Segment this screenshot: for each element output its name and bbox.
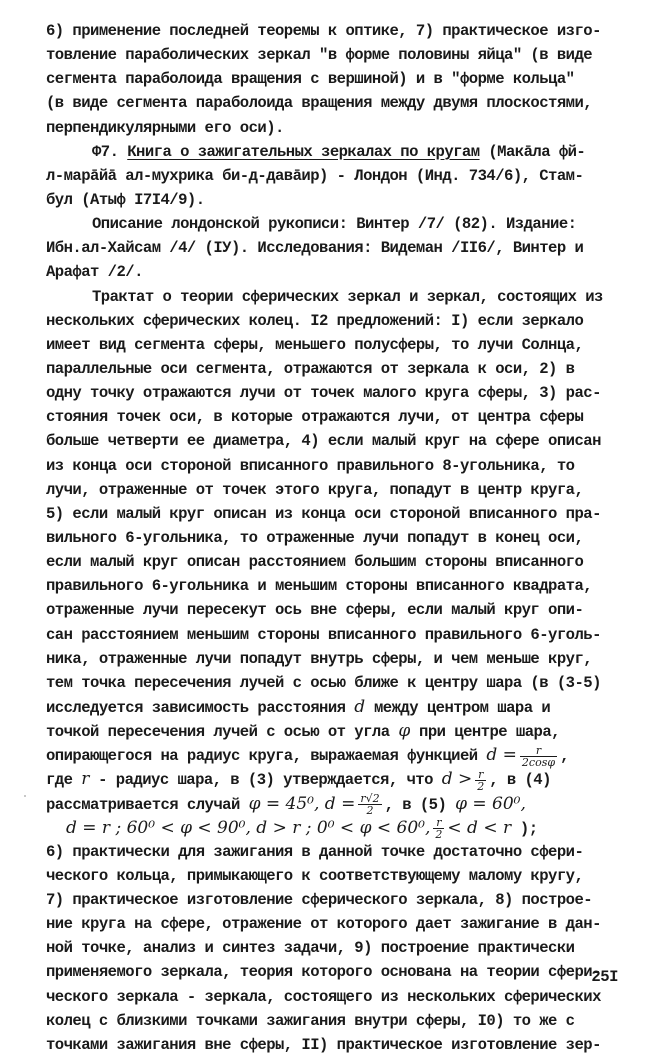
text-line: л-марāйā ал-мухрика би-д-давāир) - Лондон (Инд. 734/6), Стам-	[46, 166, 584, 185]
text-fragment: рассматривается случай	[46, 795, 249, 814]
fraction-numerator: r	[433, 817, 444, 829]
text-line: ника, отраженные лучи попадут внутрь сферы, и чем меньше круг,	[46, 649, 593, 668]
text-line: бул (Атыф I7I4/9).	[46, 190, 205, 209]
text-fragment: опирающегося на радиус круга, выражаемая функцией	[46, 747, 487, 766]
text-line: имеет вид сегмента сферы, меньшего полусферы, то лучи Солнца,	[46, 335, 584, 354]
text-line: 6) практически для зажигания в данной точке достаточно сфери-	[46, 842, 584, 861]
page-number: 25I	[591, 968, 618, 986]
fraction-denominator: 2	[435, 828, 443, 842]
text-line: ние круга на сфере, отражение от которого дает зажигание в дан-	[46, 915, 601, 934]
fraction-denominator: 2cosφ	[521, 755, 556, 769]
text-line: ной точке, анализ и синтез задачи, 9) построение практически	[46, 939, 575, 958]
text-line: 6) применение последней теоремы к оптике, 7) практическое изго-	[46, 22, 601, 40]
text-line: 7) практическое изготовление сферического зеркала, 8) построе-	[46, 891, 593, 910]
fraction-denominator: 2	[477, 779, 485, 793]
text-fragment: , в (5)	[384, 795, 456, 814]
fraction-numerator: r	[520, 745, 557, 757]
section-title-transliteration: (Макāла фй-	[479, 142, 586, 161]
text-line: Трактат о теории сферических зеркал и зеркал, состоящих из	[92, 287, 603, 306]
formula: < d < r	[447, 817, 512, 838]
text-line: ческого кольца, примыкающего к соответствующему малому кругу,	[46, 866, 584, 885]
symbol-d: d	[354, 696, 366, 717]
text-line: отраженные лучи пересекут ось вне сферы, если малый круг опи-	[46, 601, 584, 620]
fraction-denominator: 2	[366, 803, 374, 817]
text-line: стояния точек оси, в которые отражаются лучи, от центра сферы	[46, 408, 584, 427]
scan-speck	[24, 795, 26, 797]
formula-lhs: d >	[441, 769, 473, 790]
fraction-numerator: r	[475, 769, 486, 781]
text-line: Ибн.ал-Хайсам /4/ (IУ). Исследования: Видеман /II6/, Винтер и	[46, 239, 584, 258]
formula-line	[46, 792, 618, 816]
text-fragment: где	[46, 771, 82, 790]
formula-line	[46, 743, 618, 767]
formula: φ = 45⁰, d =	[248, 793, 356, 814]
body-text	[46, 19, 618, 1057]
formula: φ = 60⁰,	[455, 793, 526, 814]
section-heading-line	[46, 140, 618, 164]
text-line: параллельные оси сегмента, отражаются от зеркала к оси, 2) в	[46, 359, 575, 378]
fraction-numerator: r√2	[360, 791, 380, 805]
text-line: из конца оси стороной вписанного правильного 8-угольника, то	[46, 456, 575, 475]
text-line: ческого зеркала - зеркала, состоящего из нескольких сферических	[46, 987, 601, 1006]
formula: d = r ; 60⁰ < φ < 90⁰, d > r ; 0⁰ < φ < 60⁰,	[66, 817, 431, 838]
text-line: правильного 6-угольника и меньшим стороны вписанного квадрата,	[46, 577, 593, 596]
text-fragment: );	[511, 819, 538, 838]
text-fragment: - радиус шара, в (3) утверждается, что	[89, 771, 442, 790]
text-line: тем точка пересечения лучей с осью ближе к центру шара (в (3-5)	[46, 673, 601, 692]
formula-line	[46, 695, 618, 719]
fraction	[520, 745, 557, 768]
text-fragment: ,	[560, 747, 569, 766]
section-title: Книга о зажигательных зеркалах по кругам	[127, 142, 480, 161]
section-number: Ф7.	[92, 142, 128, 161]
fraction	[358, 793, 381, 816]
text-fragment: между центром шара и	[365, 698, 551, 717]
text-line: вильного 6-угольника, то отраженные лучи попадут в конец оси,	[46, 528, 584, 547]
text-line: перпендикулярными его оси).	[46, 118, 284, 137]
fraction	[475, 769, 486, 792]
formula-line	[46, 816, 618, 840]
text-line: больше четверти ее диаметра, 4) если малый круг на сфере описан	[46, 432, 601, 451]
text-fragment: точкой пересечения лучей с осью от угла	[46, 723, 399, 742]
formula-line	[46, 767, 618, 791]
text-line: сегмента параболоида вращения с вершиной) и в "форме кольца"	[46, 70, 575, 89]
text-fragment: исследуется зависимость расстояния	[46, 698, 355, 717]
text-line: сан расстоянием меньшим стороны вписанного правильного 6-уголь-	[46, 625, 601, 644]
text-line: колец с близкими точками зажигания внутри сферы, I0) то же с	[46, 1011, 575, 1030]
text-line: товление параболических зеркал "в форме половины яйца" (в виде	[46, 46, 593, 65]
text-line: применяемого зеркала, теория которого основана на теории сфери-	[46, 963, 601, 982]
text-line: одну точку отражаются лучи от точек малого круга сферы, 3) рас-	[46, 384, 601, 403]
text-line: Арафат /2/.	[46, 263, 143, 282]
formula-line	[46, 719, 618, 743]
text-line: (в виде сегмента параболоида вращения между двумя плоскостями,	[46, 94, 593, 113]
text-line: Описание лондонской рукописи: Винтер /7/ (82). Издание:	[92, 215, 577, 234]
text-line: нескольких сферических колец. I2 предложений: I) если зеркало	[46, 311, 584, 330]
text-line: точками зажигания вне сферы, II) практическое изготовление зер-	[46, 1035, 601, 1054]
text-line: 5) если малый круг описан из конца оси стороной вписанного пра-	[46, 504, 601, 523]
symbol-phi: φ	[398, 721, 411, 742]
fraction	[433, 817, 444, 840]
text-fragment: при центре шара,	[410, 723, 560, 742]
symbol-r: r	[81, 769, 90, 790]
text-fragment: , в (4)	[489, 771, 551, 790]
formula-lhs: d =	[486, 745, 517, 766]
text-line: если малый круг описан расстоянием большим стороны вписанного	[46, 553, 584, 572]
text-line: лучи, отраженные от точек этого круга, попадут в центр круга,	[46, 480, 584, 499]
